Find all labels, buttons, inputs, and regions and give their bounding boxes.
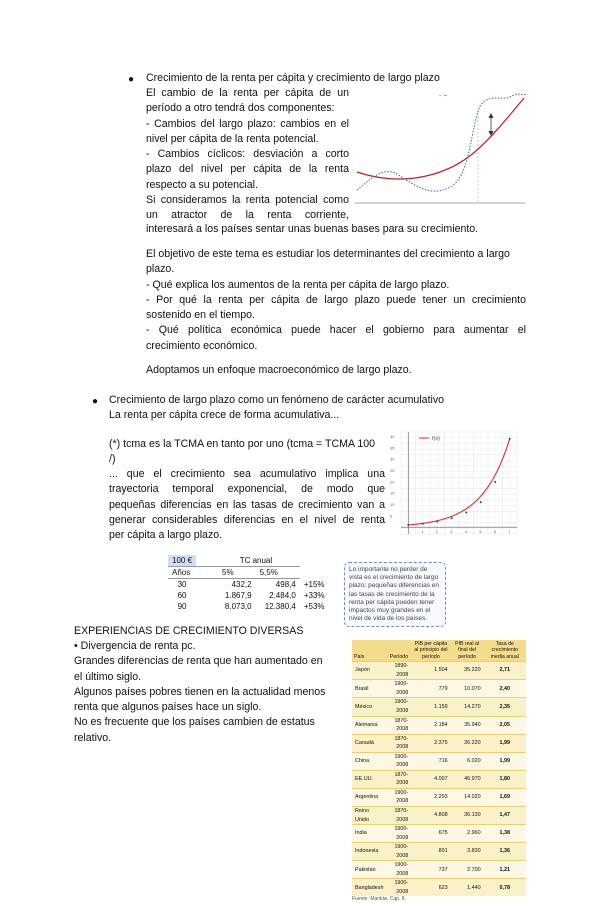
s3-line: • Divergencia de renta pc. <box>74 640 196 652</box>
section1-heading: Crecimiento de la renta per cápita y crecimiento de largo plazo <box>146 72 440 84</box>
ct-cell: Indonesia <box>352 843 387 861</box>
s2-line: ... que el crecimiento sea acumulativo implica una <box>109 468 385 480</box>
ct-cell: 675 <box>411 825 450 843</box>
s1-line: nivel per cápita de la renta potencial. <box>146 132 319 145</box>
ct-cell: 1890-2008 <box>387 662 411 680</box>
section1-text <box>146 86 349 224</box>
ct-footer: Fuente: Mankiw, Cap. 8. <box>352 896 406 903</box>
ct-cell: 1,80 <box>484 770 526 788</box>
data-point <box>509 438 511 440</box>
s3-line: Grandes diferencias de renta que han aumentado en <box>74 655 323 668</box>
section3-text <box>74 639 346 746</box>
objective-line: - Por qué la renta per cápita de largo plazo puede tener un crecimiento <box>146 293 526 306</box>
cell-diff: +33% <box>303 591 325 600</box>
cell-value: 1.867,9 <box>224 591 252 600</box>
cell-value: 12.380,4 <box>264 602 296 611</box>
ct-cell: 1,99 <box>484 752 526 770</box>
rent-table-corner: 100 € <box>168 555 196 567</box>
objective-line: plazo. <box>146 263 175 276</box>
cell-value: 8.073,0 <box>224 602 252 611</box>
s1-line: El cambio de la renta per cápita de un <box>146 87 349 99</box>
ct-cell: 1,21 <box>484 861 526 879</box>
ct-cell: 1,38 <box>484 825 526 843</box>
s1-line: período a otro tendrá dos componentes: <box>146 102 335 115</box>
ct-header: PIB per cápita al principio del período <box>411 640 450 662</box>
table-row <box>352 788 526 806</box>
ct-cell: 0,78 <box>484 879 526 897</box>
ct-cell: 4.808 <box>411 806 450 824</box>
objective-line: - Qué explica los aumentos de la renta per cápita de largo plazo. <box>146 278 450 291</box>
cycle-line <box>357 94 526 191</box>
ct-header: País <box>352 640 387 662</box>
data-point <box>494 481 496 483</box>
ct-cell: China <box>352 752 387 770</box>
table-row <box>168 601 329 612</box>
trend-cycle-diagram <box>352 82 528 210</box>
x-tick-label: 6 <box>493 529 496 535</box>
ct-cell: 716 <box>411 752 450 770</box>
y-tick-label: 30 <box>390 456 395 462</box>
y-tick-label: 40 <box>390 434 395 440</box>
table-row <box>352 879 526 897</box>
ct-cell: EE.UU. <box>352 770 387 788</box>
ct-cell: 1900-2008 <box>387 843 411 861</box>
ct-cell: 1900-2008 <box>387 698 411 716</box>
ct-cell: 36.130 <box>451 806 484 824</box>
ct-cell: Japón <box>352 662 387 680</box>
ct-cell: 2.375 <box>411 734 450 752</box>
ct-cell: 4.007 <box>411 770 450 788</box>
ct-cell: 14.020 <box>451 788 484 806</box>
y-tick-label: 20 <box>390 479 395 485</box>
rent-table <box>168 555 329 612</box>
ct-cell: 1870-2008 <box>387 734 411 752</box>
objective-text <box>146 247 526 354</box>
ct-header: PIB real al final del período <box>451 640 484 662</box>
ct-cell: 1,47 <box>484 806 526 824</box>
s3-line: relativo. <box>74 731 112 744</box>
data-point <box>407 524 409 526</box>
ct-cell: 2.960 <box>451 825 484 843</box>
data-point <box>422 523 424 525</box>
ct-cell: 3.830 <box>451 843 484 861</box>
cell-value: 432,2 <box>231 580 252 589</box>
section2-text <box>109 467 385 543</box>
s3-line: renta que algunos países hace un siglo. <box>74 701 262 714</box>
ct-cell: 1870-2008 <box>387 770 411 788</box>
ct-cell: 1.440 <box>451 879 484 897</box>
ct-cell: 2,35 <box>484 698 526 716</box>
ct-cell: 2,71 <box>484 662 526 680</box>
ct-cell: Reino Unido <box>352 806 387 824</box>
ct-cell: 1900-2008 <box>387 752 411 770</box>
s2-line: pequeñas diferencias en las tasas de crecimiento van a <box>109 498 385 511</box>
table-row <box>352 698 526 716</box>
s2-line: per cápita a largo plazo. <box>109 529 223 542</box>
formula-line: (*) tcma es la TCMA en tanto por uno (tcma = TCMA 100 <box>109 438 376 450</box>
country-table-wrap <box>352 640 526 903</box>
table-row <box>168 590 329 601</box>
objective-line: crecimiento económico. <box>146 339 258 352</box>
formula-line: /) <box>109 453 116 465</box>
x-tick-label: 4 <box>464 529 467 535</box>
ct-cell: 35.220 <box>451 662 484 680</box>
ct-cell: Brasil <box>352 680 387 698</box>
table-row <box>168 579 329 591</box>
s1-line: un atractor de la renta corriente, <box>146 209 349 222</box>
cell-value: 498,4 <box>275 580 296 589</box>
ct-header: Período <box>387 640 411 662</box>
cell-year: 60 <box>177 591 187 600</box>
table-row <box>352 716 526 734</box>
ct-cell: 1900-2008 <box>387 825 411 843</box>
table-row <box>352 825 526 843</box>
x-tick-label: 5 <box>479 529 482 535</box>
s3-line: el último siglo. <box>74 670 142 683</box>
approach-text: Adoptamos un enfoque macroeconómico de largo plazo. <box>146 364 412 376</box>
ct-cell: 1900-2008 <box>387 861 411 879</box>
data-point <box>480 501 482 503</box>
data-point <box>465 511 467 513</box>
rent-table-group-header: TC anual <box>196 555 300 567</box>
s1-line: Si consideramos la renta potencial como <box>146 194 349 207</box>
ct-header: Tasa de crecimiento media anual <box>484 640 526 662</box>
table-row <box>352 680 526 698</box>
x-tick-label: 3 <box>450 529 453 535</box>
ct-cell: 2.184 <box>411 716 450 734</box>
ct-cell: 6.020 <box>451 752 484 770</box>
ct-cell: 1.159 <box>411 698 450 716</box>
data-point <box>451 517 453 519</box>
ct-cell: 2.700 <box>451 861 484 879</box>
ct-cell: 1900-2008 <box>387 879 411 897</box>
bullet-2: ● <box>92 396 99 407</box>
y-tick-label: 10 <box>390 502 395 508</box>
ct-cell: México <box>352 698 387 716</box>
ct-cell: 1900-2008 <box>387 788 411 806</box>
note-box: Lo importante no perder de vista es el crecimiento de largo plazo: pequeñas diferencias en las tasas de crecimiento de la renta per cápita pueden tener impactos muy grandes en el nivel de vida de los países. <box>344 562 446 627</box>
ct-cell: 1900-2008 <box>387 680 411 698</box>
x-tick-label: 1 <box>421 529 424 535</box>
s2-line: trayectoria temporal exponencial, de modo que <box>109 483 385 496</box>
ct-cell: 1,69 <box>484 788 526 806</box>
ct-cell: 891 <box>411 843 450 861</box>
table-row <box>352 806 526 824</box>
ct-cell: 1.504 <box>411 662 450 680</box>
ct-cell: 36.220 <box>451 734 484 752</box>
country-table <box>352 640 526 896</box>
ct-cell: Bangladesh <box>352 879 387 897</box>
x-tick-label: 7 <box>508 529 511 535</box>
ct-cell: 1,99 <box>484 734 526 752</box>
table-row <box>352 734 526 752</box>
diagram-label: - ~ <box>439 93 448 100</box>
trend-line <box>357 98 524 179</box>
cell-diff: +53% <box>303 602 325 611</box>
rent-table-year-header: Años <box>168 567 196 579</box>
table-row <box>352 770 526 788</box>
cell-year: 90 <box>177 602 187 611</box>
bullet-1: ● <box>128 74 135 85</box>
cell-value: 2.484,0 <box>269 591 296 600</box>
ct-cell: Canadá <box>352 734 387 752</box>
ct-cell: Pakistán <box>352 861 387 879</box>
x-tick-label: 2 <box>435 529 438 535</box>
table-row <box>352 662 526 680</box>
s1-line: plazo del nivel per cápita de la renta <box>146 163 349 176</box>
objective-line: sostenido en el tiempo. <box>146 309 255 322</box>
cell-year: 30 <box>177 580 187 589</box>
y-tick-label: 25 <box>390 468 395 474</box>
s1-line: interesará a los países sentar unas buenas bases para su crecimiento. <box>146 223 479 235</box>
ct-cell: 2.293 <box>411 788 450 806</box>
ct-cell: Alemania <box>352 716 387 734</box>
ct-cell: 35.940 <box>451 716 484 734</box>
ct-cell: 10.070 <box>451 680 484 698</box>
ct-cell: 2,40 <box>484 680 526 698</box>
ct-cell: 737 <box>411 861 450 879</box>
section3-heading: EXPERIENCIAS DE CRECIMIENTO DIVERSAS <box>74 625 304 637</box>
rent-table-rate-header: 5% <box>196 567 256 579</box>
ct-cell: 623 <box>411 879 450 897</box>
section2-subheading: La renta per cápita crece de forma acumulativa... <box>109 409 340 421</box>
s2-line: generar considerables diferencias en el nivel de renta <box>109 513 385 526</box>
rent-table-rate-header: 5,5% <box>256 567 300 579</box>
ct-cell: 779 <box>411 680 450 698</box>
ct-cell: 14.270 <box>451 698 484 716</box>
s1-line: - Cambios cíclicos: desviación a corto <box>146 148 349 161</box>
table-row <box>352 843 526 861</box>
exponential-chart <box>389 426 523 543</box>
ct-cell: 2,05 <box>484 716 526 734</box>
data-point <box>436 521 438 523</box>
chart-legend: f(x) <box>432 436 440 442</box>
section2-heading: Crecimiento de largo plazo como un fenómeno de carácter acumulativo <box>109 394 445 406</box>
s1-line: respecto a su potencial. <box>146 178 258 191</box>
table-row <box>352 752 526 770</box>
s3-line: Algunos países pobres tienen en la actualidad menos <box>74 685 326 698</box>
s3-line: No es frecuente que los países cambien de estatus <box>74 716 315 729</box>
cell-diff: +15% <box>303 579 325 589</box>
ct-cell: 46.970 <box>451 770 484 788</box>
ct-cell: 1870-2008 <box>387 806 411 824</box>
y-tick-label: 15 <box>390 490 395 496</box>
s1-line: - Cambios del largo plazo: cambios en el <box>146 117 349 130</box>
ct-cell: India <box>352 825 387 843</box>
table-row <box>352 861 526 879</box>
ct-cell: 1,36 <box>484 843 526 861</box>
ct-cell: Argentina <box>352 788 387 806</box>
objective-line: El objetivo de este tema es estudiar los determinantes del crecimiento a largo <box>146 248 510 260</box>
ct-cell: 1870-2008 <box>387 716 411 734</box>
objective-line: - Qué política económica puede hacer el gobierno para aumentar el <box>146 324 526 337</box>
y-tick-label: 5 <box>390 513 393 519</box>
y-tick-label: 35 <box>390 445 395 451</box>
